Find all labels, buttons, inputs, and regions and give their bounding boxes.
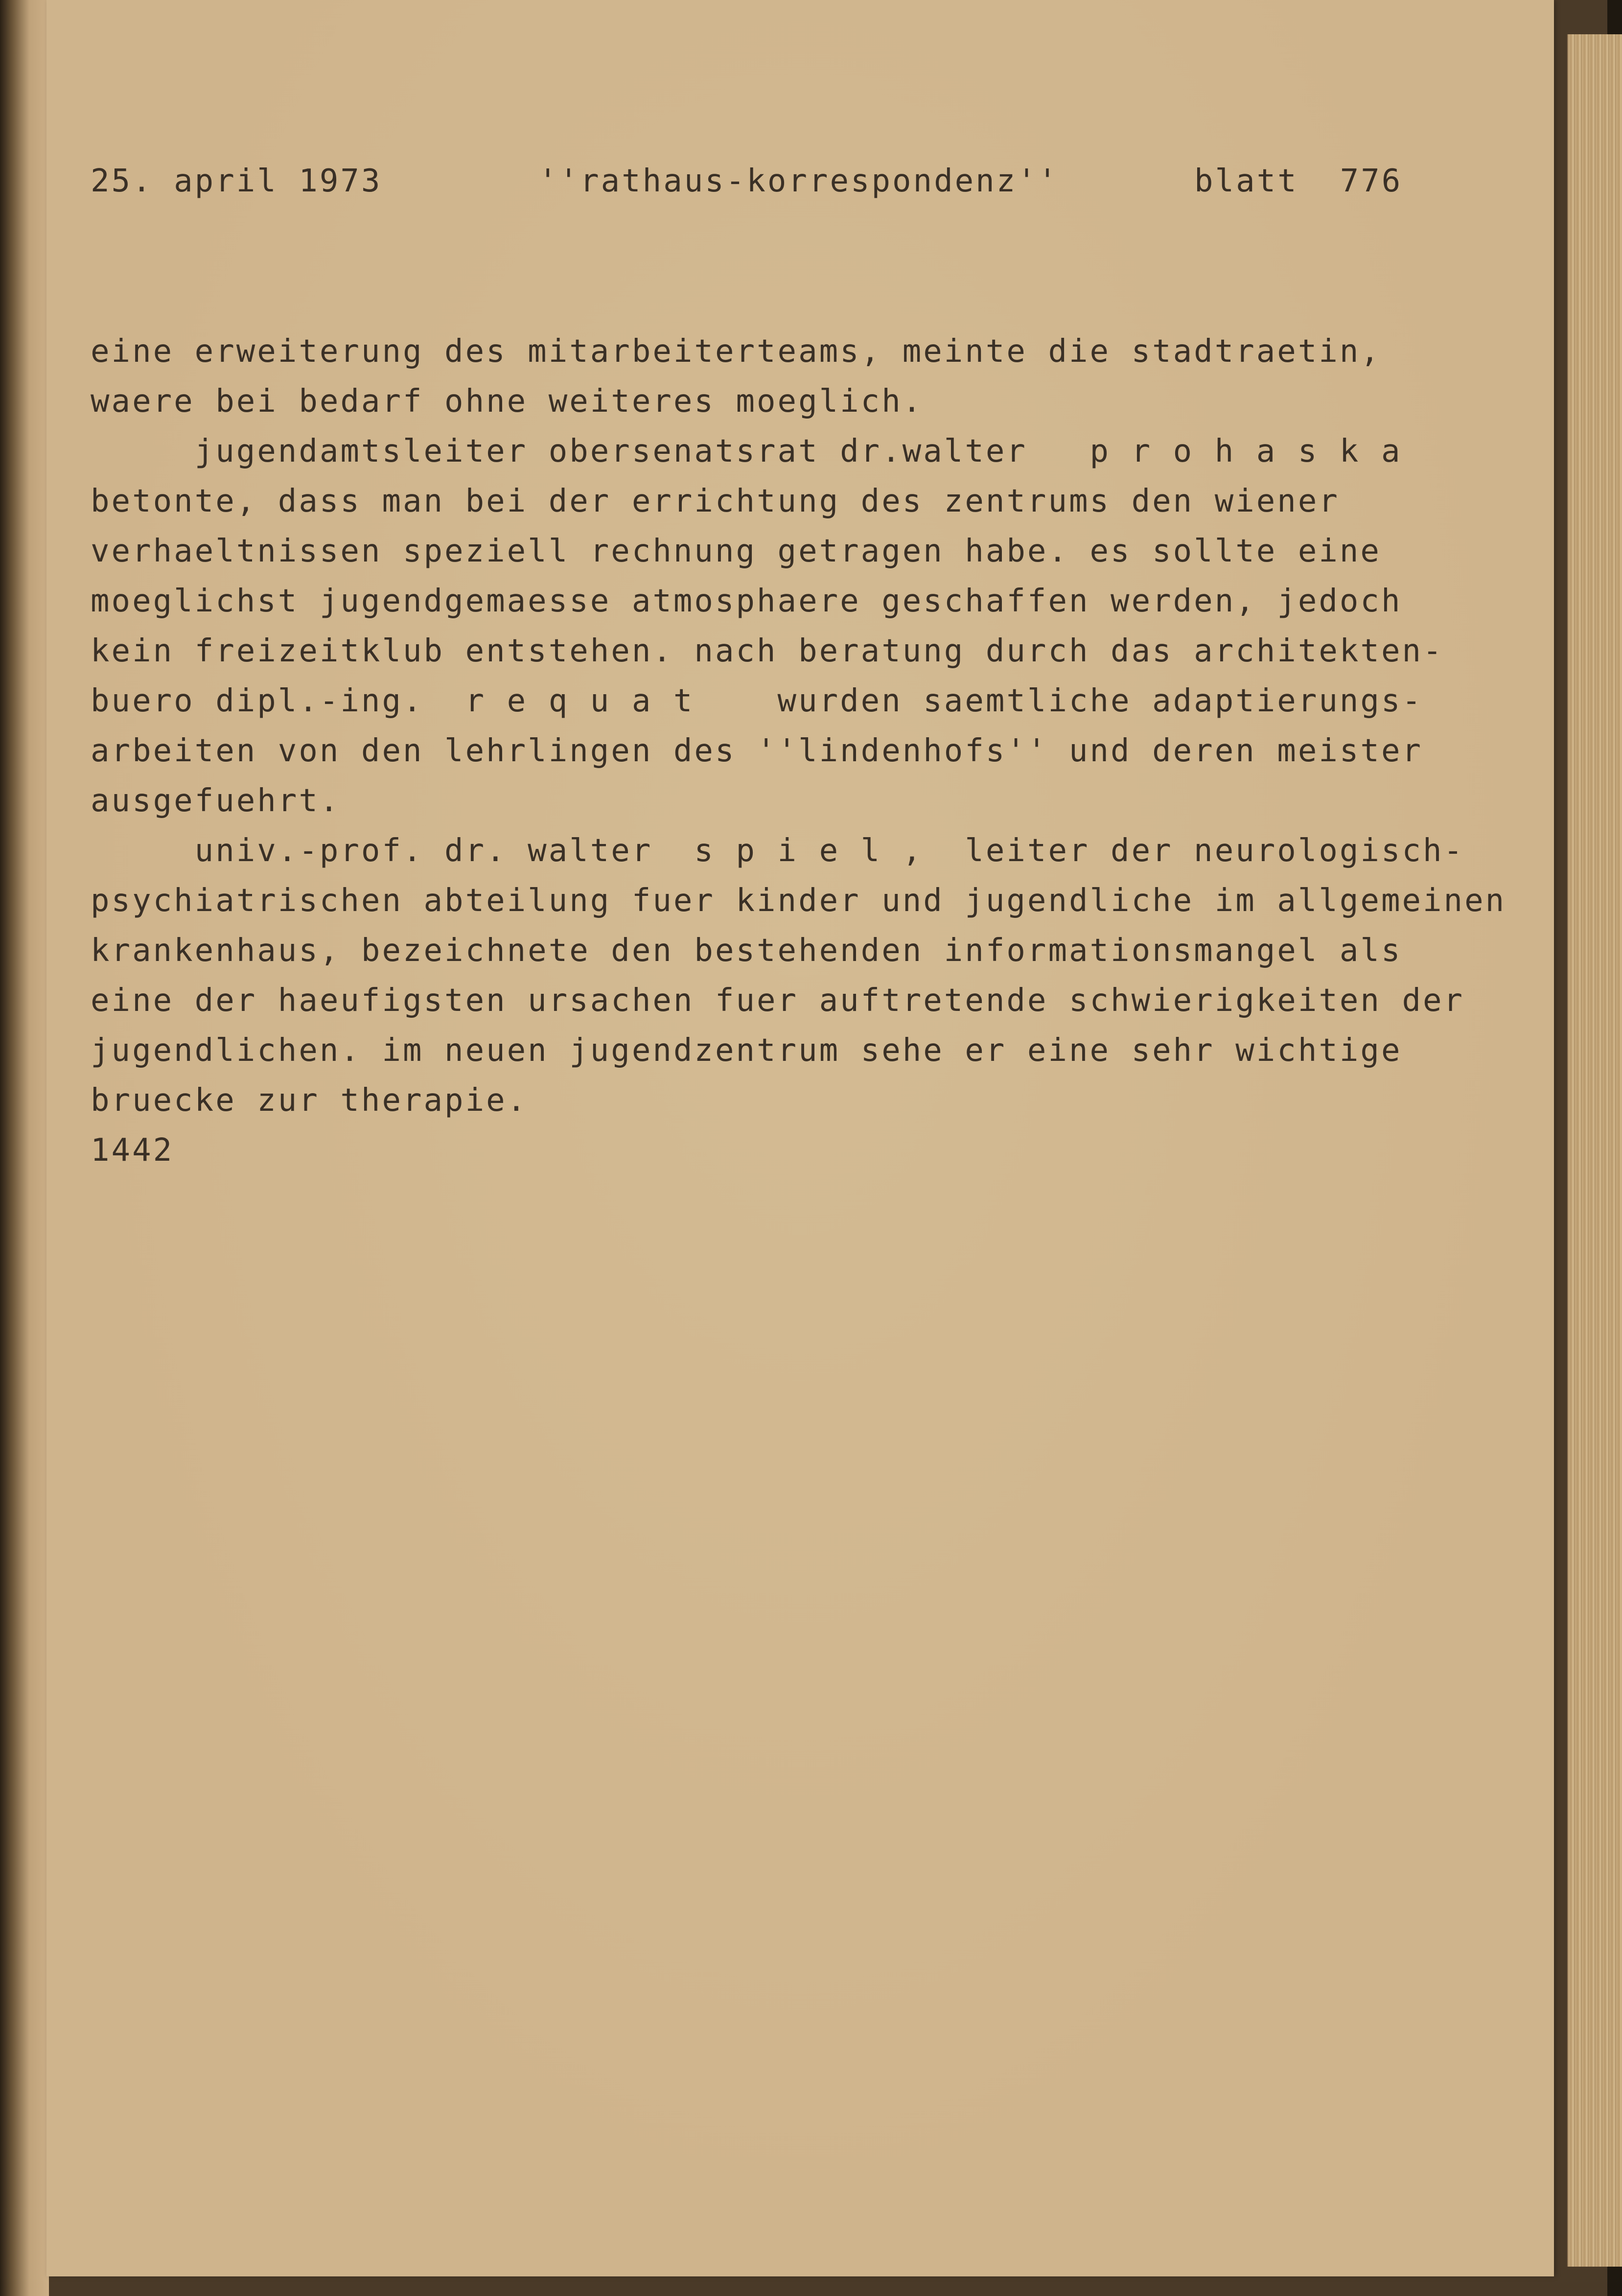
header-date: 25. april 1973 [91,163,382,199]
page-stack-edge [1567,34,1622,2267]
body-line: arbeiten von den lehrlingen des ''lindenhofs'' und deren meister [91,733,1423,769]
body-line: jugendlichen. im neuen jugendzentrum sehe er eine sehr wichtige [91,1032,1402,1069]
body-line: krankenhaus, bezeichnete den bestehenden informationsmangel als [91,933,1402,969]
left-page-edge [0,0,49,2296]
document-page [46,0,1554,2276]
body-line: eine erweiterung des mitarbeiterteams, meinte die stadtraetin, [91,333,1381,370]
body-line: buero dipl.-ing. r e q u a t wurden saemtliche adaptierungs- [91,683,1423,719]
body-line: ausgefuehrt. [91,783,341,819]
body-line: eine der haeufigsten ursachen fuer auftretende schwierigkeiten der [91,983,1465,1019]
footer-code: 1442 [91,1132,174,1169]
body-line: bruecke zur therapie. [91,1082,528,1119]
body-line: waere bei bedarf ohne weiteres moeglich. [91,383,924,420]
body-line: psychiatrischen abteilung fuer kinder und jugendliche im allgemeinen [91,883,1506,919]
header-sheet-number: blatt 776 [1194,163,1403,199]
body-line: kein freizeitklub entstehen. nach beratung durch das architekten- [91,633,1444,669]
body-line: moeglichst jugendgemaesse atmosphaere geschaffen werden, jedoch [91,583,1402,619]
body-line: verhaeltnissen speziell rechnung getragen habe. es sollte eine [91,533,1381,569]
body-line: jugendamtsleiter obersenatsrat dr.walter p r o h a s k a [91,433,1402,469]
header-publication: ''rathaus-korrespondenz'' [538,163,1059,199]
body-line: univ.-prof. dr. walter s p i e l , leiter der neurologisch- [91,833,1465,869]
body-line: betonte, dass man bei der errichtung des zentrums den wiener [91,483,1340,519]
